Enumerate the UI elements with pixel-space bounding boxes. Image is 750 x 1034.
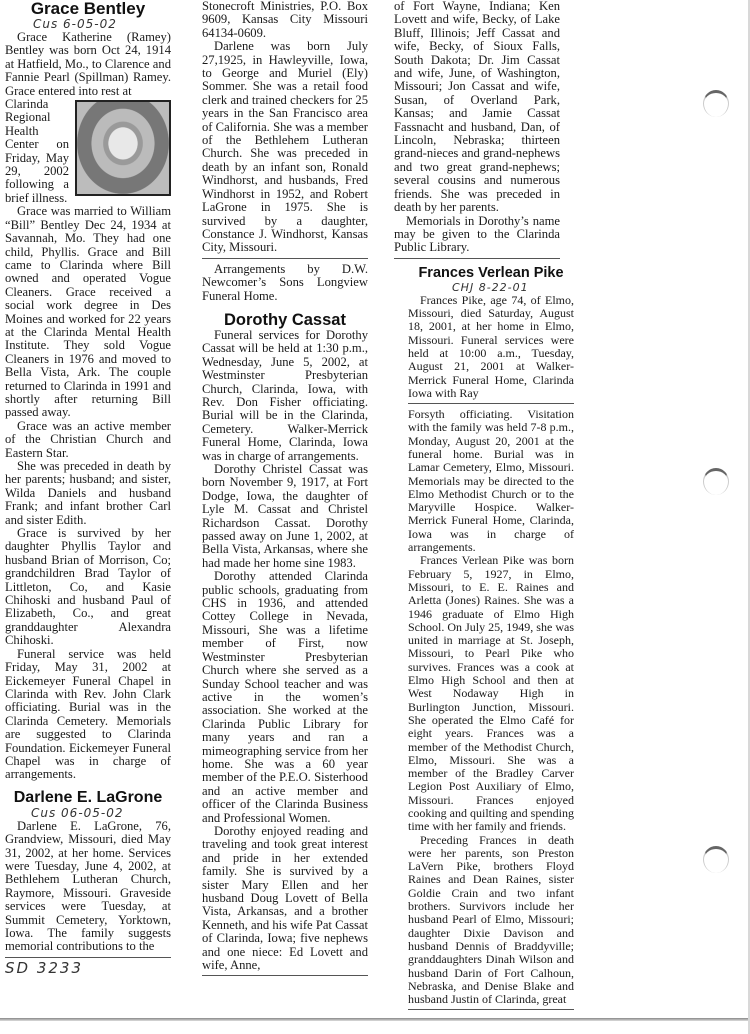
handwritten-date-frances: CHJ 8-22-01 [452, 280, 529, 294]
photo-grace-bentley [75, 100, 171, 196]
clipping-darlene-lagrone [5, 789, 171, 958]
clipping-dorothy-continued [394, 0, 560, 259]
paragraph: Grace is survived by her daughter Phyllis Taylor and husband Brian of Morrison, Co; grandchildren Brad Taylor of Littleton, Co, and Kasie Chihoski and husband Paul of Elizabeth, Co., and great granddaughter Alexandra Chihoski. [5, 526, 171, 648]
scan-shadow [0, 1018, 750, 1021]
column-1 [5, 0, 171, 975]
paragraph: Stonecroft Ministries, P.O. Box 9609, Kansas City Missouri 64134-0609. [202, 0, 368, 40]
headline-frances-pike: Frances Verlean Pike [418, 264, 564, 281]
paragraph: Grace Katherine (Ramey) Bentley was born Oct 24, 1914 at Hatfield, Mo., to Clarence and Fannie Pearl (Spillman) Ramey. Grace entered into rest at [5, 30, 171, 98]
paragraph: Grace was married to William “Bill” Bentley Dec 24, 1934 at Savannah, Mo. They had one child, Phyllis. Grace and Bill came to Clarinda where Bill owned and operated Vogue Cleaners. Grace received a social work degree in Des Moines and worked for 22 years at the Clarinda Mental Health Institute. They sold Vogue Cleaners in 1976 and moved to Bella Vista, Ark. The couple returned to Clarinda in 1991 and shortly after returning Bill passed away. [5, 204, 171, 420]
handwritten-date-darlene: Cus 06-05-02 [31, 805, 124, 820]
clipping-arrangements-and-dorothy [202, 263, 368, 977]
paragraph: She was preceded in death by her parents; husband; and sister, Wilda Daniels and husband Frank; and infant brother Carl and sister Edith. [5, 459, 171, 527]
clipping-grace-bentley [5, 0, 171, 785]
paragraph: Preceding Frances in death were her parents, son Preston LaVern Pike, brothers Floyd Raines and Dean Raines, sister Goldie Crain and two infant brothers. Survivors include her husband Pearl of Elmo, Missouri; daughter Dixie Davison and husband Dennis of Braddyville; granddaughters Dinah Wilson and husband Darin of Fort Calhoun, Nebraska, and Denise Blake and husband Justin of Clarinda, great [408, 832, 574, 1007]
binder-hole-bottom [703, 846, 729, 873]
paragraph: Arrangements by D.W. Newcomer’s Sons Longview Funeral Home. [202, 261, 368, 303]
headline-darlene-lagrone: Darlene E. LaGrone [13, 788, 163, 806]
archive-number: SD 3233 [5, 958, 84, 977]
paragraph: Funeral services for Dorothy Cassat will be held at 1:30 p.m., Wednesday, June 5, 2002, at Westminster Presbyterian Church, Clarinda, Iowa, with Rev. Don Fisher officiating. Burial will be in the Clarinda, Cemetery. Walker-Merrick Funeral Home, Clarinda, Iowa was in charge of arrangements. [202, 327, 368, 463]
clipping-frances-pike [408, 265, 574, 404]
paragraph: Grace was an active member of the Christian Church and Eastern Star. [5, 418, 171, 460]
column-3 [394, 0, 574, 1014]
clipping-frances-continued [408, 408, 574, 1010]
clipping-darlene-continued [202, 0, 368, 259]
headline-grace-bentley: Grace Bentley [30, 0, 146, 18]
binder-hole-top [703, 90, 729, 117]
paragraph: Funeral service was held Friday, May 31, 2002 at Eickemeyer Funeral Chapel in Clarinda with Rev. John Clark officiating. Burial was in the Clarinda Cemetery. Memorials are suggested to Clarinda Foundation. Eickemeyer Funeral Chapel was in charge of arrangements. [5, 646, 171, 782]
paragraph: Memorials in Dorothy’s name may be given to the Clarinda Public Library. [394, 213, 560, 255]
paragraph: Clarinda Regional Health Center on Friday, May 29, 2002 following a brief illness. [5, 97, 69, 205]
paragraph: Frances Verlean Pike was born February 5, 1927, in Elmo, Missouri, to E. E. Raines and Arletta (Jones) Raines. She was a 1946 graduate of Elmo High School. On July 25, 1949, she was united in marriage at St. Joseph, Missouri, to Pearl Pike who survives. Frances was a cook at Elmo High School and then at West Nodaway High in Burlington Junction, Missouri. She operated the Elmo Café for eight years. Frances was a member of the Methodist Church, Elmo, Missouri. She was a member of the Bradley Carver Legion Post Auxiliary of Elmo, Missouri. Frances enjoyed cooking and quilting and spending time with her family and friends. [408, 553, 574, 834]
paragraph: Darlene was born July 27,1925, in Hawleyville, Iowa, to George and Muriel (Ely) Sommer. She was a retail food clerk and trained checkers for 25 years in the San Francisco area of California. She was a member of the Bethlehem Lutheran Church. She was preceded in death by an infant son, Ronald Windhorst, and husbands, Fred Windhorst in 1952, and Robert LaGrone in 1975. She is survived by a daughter, Constance J. Windhorst, Kansas City, Missouri. [202, 39, 368, 255]
column-2 [202, 0, 368, 980]
paragraph: Dorothy attended Clarinda public schools, graduating from CHS in 1936, and attended Cottey College in Nevada, Missouri, She was a lifetime member of First, now Westminster Presbyterian Church where she served as a Sunday School teacher and was active in the women’s association. She worked at the Clarinda Public Library for many years and ran a mimeographing service from her home. She was a 60 year member of the P.E.O. Sisterhood and an active member and officer of the Clarinda Business and Professional Women. [202, 569, 368, 825]
paragraph: of Fort Wayne, Indiana; Ken Lovett and wife, Becky, of Lake Bluff, Illinois; Jeff Cassat and wife, Becky, of Sioux Falls, South Dakota; Dr. Jim Cassat and wife, June, of Washington, Missouri; Jon Cassat and wife, Susan, of Overland Park, Kansas; and Jamie Cassat Fassnacht and husband, Dan, of Lincoln, Nebraska; thirteen grand-nieces and grand-nephews and two great grand-nephews; several cousins and numerous friends. She was preceded in death by her parents. [394, 0, 560, 215]
paragraph: Forsyth officiating. Visitation with the family was held 7-8 p.m., Monday, August 20, 2001 at the funeral home. Burial was in Lamar Cemetery, Elmo, Missouri. Memorials may be directed to the Elmo Methodist Church or to the Maryville Hospice. Walker-Merrick Funeral Home, Clarinda, Iowa was in charge of arrangements. [408, 407, 574, 555]
headline-dorothy-cassat: Dorothy Cassat [224, 310, 346, 329]
paragraph: Dorothy enjoyed reading and traveling and took great interest and pride in her extended family. She is survived by a sister Mary Ellen and her husband Doug Lovett of Bella Vista, Arkansas, and a brother Kenneth, and his wife Pat Cassat of Clarinda, Iowa; five nephews and one niece: Ed Lovett and wife, Anne, [202, 823, 368, 973]
binder-hole-middle [703, 468, 729, 495]
paragraph: Frances Pike, age 74, of Elmo, Missouri, died Saturday, August 18, 2001, at her home in Elmo, Missouri. Funeral services were held at 10:00 a.m., Tuesday, August 21, 2001 at Walker-Merrick Funeral Home, Clarinda Iowa with Ray [408, 292, 574, 400]
handwritten-date-grace: Cus 6-05-02 [33, 17, 117, 31]
paragraph: Darlene E. LaGrone, 76, Grandview, Missouri, died May 31, 2002, at her home. Services were Tuesday, June 4, 2002, at Bethlehem Lutheran Church, Raymore, Missouri. Graveside services were Tuesday, at Summit Cemetery, Yorktown, Iowa. The family suggests memorial contributions to the [5, 818, 171, 954]
paragraph: Dorothy Christel Cassat was born November 9, 1917, at Fort Dodge, Iowa, the daughter of Lyle M. Cassat and Christel Richardson Cassat. Dorothy passed away on June 1, 2002, at Bella Vista, Arkansas, where she had made her home sine 1983. [202, 462, 368, 570]
